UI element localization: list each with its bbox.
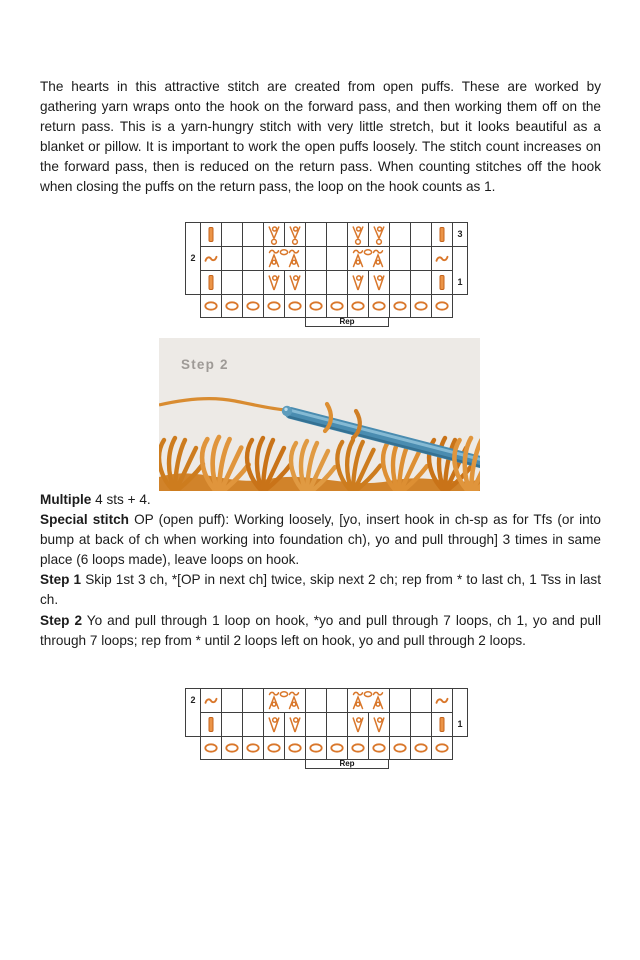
symbol-op-icon (285, 271, 306, 295)
symbol-op-icon (285, 713, 306, 737)
empty-cell (306, 271, 327, 295)
empty-cell (327, 271, 348, 295)
repeat-bracket: Rep (305, 317, 389, 327)
pattern-instructions (40, 490, 601, 651)
empty-cell (222, 223, 243, 247)
row-number-label: 1 (453, 247, 468, 295)
spacer (453, 737, 468, 760)
empty-cell (327, 689, 348, 713)
symbol-ch-icon (285, 737, 306, 760)
symbol-cp2-icon (264, 247, 306, 271)
empty-cell (411, 247, 432, 271)
instruction-special-stitch (40, 510, 601, 570)
empty-cell (306, 223, 327, 247)
symbol-op-icon (369, 713, 390, 737)
instruction-text: Skip 1st 3 ch, *[OP in next ch] twice, skip next 2 ch; rep from * to last ch, 1 Tss in last ch. (40, 572, 602, 608)
empty-cell (243, 271, 264, 295)
stitch-chart-rows-1-3 (185, 222, 468, 326)
empty-cell (390, 689, 411, 713)
spacer (453, 295, 468, 318)
empty-cell (327, 247, 348, 271)
empty-cell (306, 689, 327, 713)
instruction-text: OP (open puff): Working loosely, [yo, insert hook in ch-sp as for Tfs (or into bump at back of ch when working into foundation ch), yo and pull through] 3 times in same place (6 loops made), leave loops on hook. (40, 512, 601, 568)
symbol-ch-icon (411, 737, 432, 760)
symbol-opch-icon (348, 223, 369, 247)
instruction-text: 4 sts + 4. (95, 492, 151, 507)
symbol-ch-icon (390, 295, 411, 318)
empty-cell (243, 223, 264, 247)
symbol-opch-icon (369, 223, 390, 247)
empty-cell (327, 713, 348, 737)
empty-cell (222, 247, 243, 271)
symbol-ch-icon (243, 295, 264, 318)
symbol-ch-icon (327, 295, 348, 318)
empty-cell (222, 713, 243, 737)
intro-paragraph: The hearts in this attractive stitch are created from open puffs. These are worked by gathering yarn wraps onto the hook on the forward pass, and then working them off on the return pass. This is a yarn-hungry stitch with very little stretch, but it looks beautiful as a blanket or pillow. It is important to work the open puffs loosely. The stitch count increases on the forward pass, then is reduced on the return pass. When counting stitches off the hook when closing the puffs on the return pass, the loop on the hook counts as 1. (40, 78, 601, 195)
row-number-label: 2 (186, 223, 201, 295)
empty-cell (222, 271, 243, 295)
symbol-opch-icon (264, 223, 285, 247)
step-photo-illustration (159, 338, 480, 491)
spacer (186, 737, 201, 760)
instruction-step-1 (40, 570, 601, 610)
instruction-lead: Special stitch (40, 512, 129, 528)
symbol-ch-icon (285, 295, 306, 318)
instruction-step-2 (40, 611, 601, 651)
symbol-ch-icon (264, 295, 285, 318)
instruction-text: Yo and pull through 1 loop on hook, *yo and pull through 7 loops, ch 1, yo and pull through 7 loops; rep from * until 2 loops left on hook, yo and pull through 2 loops. (40, 612, 602, 648)
empty-cell (390, 247, 411, 271)
instruction-multiple (40, 490, 601, 510)
photo-label: Step 2 (181, 357, 229, 372)
symbol-ch-icon (201, 295, 222, 318)
empty-cell (306, 247, 327, 271)
empty-cell (411, 271, 432, 295)
empty-cell (243, 689, 264, 713)
symbol-bar-icon (432, 271, 453, 295)
instruction-lead: Step 1 (40, 572, 82, 588)
symbol-cp2-icon (348, 247, 390, 271)
empty-cell (411, 223, 432, 247)
symbol-op-icon (264, 713, 285, 737)
symbol-ch-icon (432, 295, 453, 318)
symbol-cp2-icon (348, 689, 390, 713)
symbol-bar-icon (201, 223, 222, 247)
symbol-tilde-icon (432, 247, 453, 271)
row-number-label: 1 (453, 689, 468, 737)
symbol-ch-icon (348, 737, 369, 760)
row-number-label: 2 (186, 689, 201, 737)
symbol-bar-icon (201, 713, 222, 737)
stitch-chart-rows-1-2 (185, 688, 468, 768)
symbol-ch-icon (369, 737, 390, 760)
symbol-ch-icon (201, 737, 222, 760)
instruction-lead: Step 2 (40, 612, 83, 628)
row-number-label: 3 (453, 223, 468, 247)
symbol-ch-icon (306, 737, 327, 760)
symbol-tilde-icon (432, 689, 453, 713)
empty-cell (390, 713, 411, 737)
symbol-bar-icon (201, 271, 222, 295)
empty-cell (222, 689, 243, 713)
symbol-op-icon (348, 271, 369, 295)
symbol-tilde-icon (201, 247, 222, 271)
symbol-cp2-icon (264, 689, 306, 713)
empty-cell (243, 713, 264, 737)
symbol-ch-icon (243, 737, 264, 760)
symbol-ch-icon (432, 737, 453, 760)
symbol-ch-icon (264, 737, 285, 760)
symbol-ch-icon (411, 295, 432, 318)
empty-cell (411, 689, 432, 713)
empty-cell (327, 223, 348, 247)
symbol-ch-icon (390, 737, 411, 760)
instruction-lead: Multiple (40, 492, 92, 507)
symbol-ch-icon (306, 295, 327, 318)
symbol-ch-icon (348, 295, 369, 318)
spacer (186, 295, 201, 318)
symbol-op-icon (348, 713, 369, 737)
symbol-op-icon (264, 271, 285, 295)
empty-cell (243, 247, 264, 271)
symbol-ch-icon (369, 295, 390, 318)
repeat-bracket: Rep (305, 759, 389, 769)
empty-cell (411, 713, 432, 737)
symbol-op-icon (369, 271, 390, 295)
empty-cell (390, 223, 411, 247)
symbol-ch-icon (222, 737, 243, 760)
symbol-bar-icon (432, 713, 453, 737)
symbol-tilde-icon (201, 689, 222, 713)
empty-cell (390, 271, 411, 295)
symbol-ch-icon (327, 737, 348, 760)
symbol-bar-icon (432, 223, 453, 247)
symbol-opch-icon (285, 223, 306, 247)
empty-cell (306, 713, 327, 737)
step-photo (159, 338, 480, 491)
stitch-symbol-grid (185, 688, 468, 760)
symbol-ch-icon (222, 295, 243, 318)
stitch-symbol-grid (185, 222, 468, 318)
